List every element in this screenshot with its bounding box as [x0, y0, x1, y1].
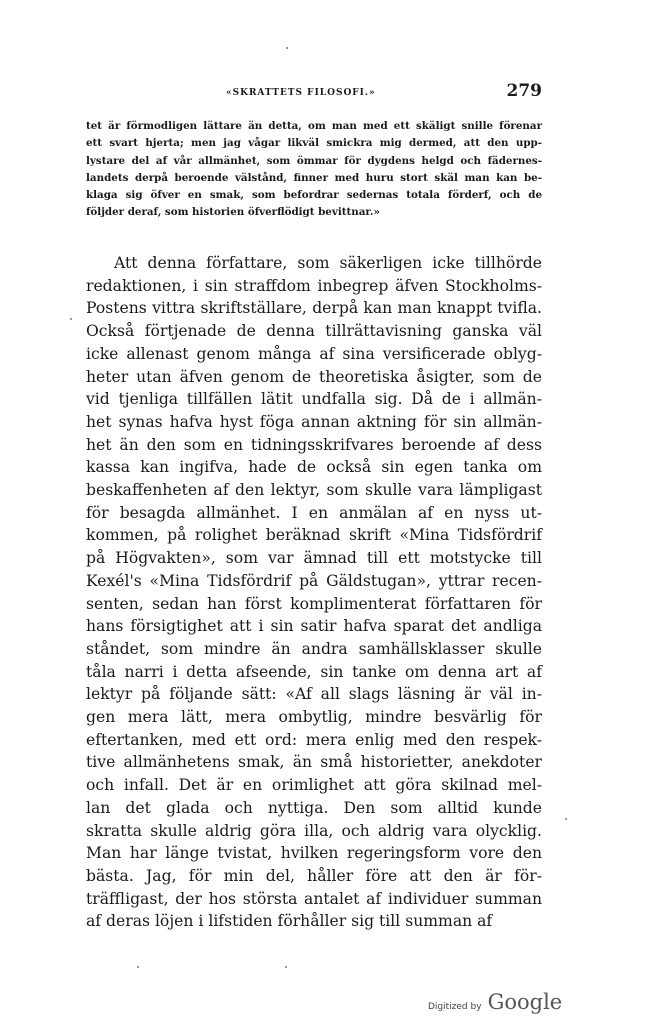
quote-line: följder deraf, som historien öfverflödigt bevittnar.» — [86, 206, 380, 219]
scan-speck — [565, 818, 567, 820]
scan-speck — [286, 47, 288, 49]
body-line: Kexél's «Mina Tidsfördrif på Gäldstugan», yttrar recen- — [86, 571, 542, 590]
body-paragraph — [86, 252, 542, 933]
scan-speck — [70, 318, 72, 320]
body-line: kassa kan ingifva, hade de också sin egen tanka om — [86, 458, 542, 477]
body-line: hans försigtighet att i sin satir hafva sparat det andliga — [86, 617, 542, 636]
running-head: «SKRATTETS FILOSOFI.» — [226, 88, 376, 98]
scan-speck — [285, 966, 287, 968]
body-line: Postens vittra skriftställare, derpå kan man knappt tvifla. — [86, 299, 542, 318]
body-line: lektyr på följande sätt: «Af all slags läsning är väl in- — [86, 685, 542, 704]
body-line: beskaffenheten af den lektyr, som skulle vara lämpligast — [86, 481, 542, 500]
body-line: kommen, på rolighet beräknad skrift «Mina Tidsfördrif — [86, 526, 542, 545]
body-line: och infall. Det är en orimlighet att göra skilnad mel- — [86, 776, 542, 795]
body-line: het synas hafva hyst föga annan aktning för sin allmän- — [86, 412, 542, 431]
body-line: Också förtjenade de denna tillrättavisning ganska väl — [86, 322, 542, 341]
watermark-prefix: Digitized by — [428, 1002, 482, 1012]
body-line: vid tjenliga tillfällen lätit undfalla sig. Då de i allmän- — [86, 390, 542, 409]
body-line: het än den som en tidningsskrifvares beroende af dess — [86, 435, 542, 454]
body-line: bästa. Jag, för min del, håller före att den är för- — [86, 866, 542, 885]
body-line: skratta skulle aldrig göra illa, och aldrig vara olycklig. — [86, 821, 542, 840]
body-line: Man har länge tvistat, hvilken regeringsform vore den — [86, 844, 542, 863]
body-line: lan det glada och nyttiga. Den som alltid kunde — [86, 798, 542, 817]
quotation-block — [86, 118, 542, 222]
quote-line: landets derpå beroende välstånd, finner med huru stort skäl man kan be- — [86, 171, 542, 184]
body-line: icke allenast genom många af sina versificerade oblyg- — [86, 344, 542, 363]
quote-line: lystare del af vår allmänhet, som ömmar för dygdens helgd och fädernes- — [86, 154, 542, 167]
body-line: ståndet, som mindre än andra samhällsklasser skulle — [86, 639, 542, 658]
scan-speck — [137, 966, 139, 968]
page-number: 279 — [506, 81, 542, 101]
body-line: för besagda allmänhet. I en anmälan af en nyss ut- — [86, 503, 542, 522]
body-line: Att denna författare, som säkerligen icke tillhörde — [114, 254, 542, 272]
page-header — [86, 81, 542, 106]
body-line: senten, sedan han först komplimenterat författaren för — [86, 594, 542, 613]
body-line: träffligast, der hos största antalet af individuer summan — [86, 889, 542, 908]
body-line: redaktionen, i sin straffdom inbegrep äfven Stockholms- — [86, 276, 542, 295]
body-line: heter utan äfven genom de theoretiska åsigter, som de — [86, 367, 542, 386]
quote-line: klaga sig öfver en smak, som befordrar sedernas totala förderf, och de — [86, 189, 542, 202]
body-line: af deras löjen i lifstiden förhåller sig till summan af — [86, 912, 493, 931]
body-line: tåla narri i detta afseende, sin tanke om denna art af — [86, 662, 542, 681]
body-line: på Högvakten», som var ämnad till ett motstycke till — [86, 549, 542, 568]
quote-line: ett svart hjerta; men jag vågar likväl smickra mig dermed, att den upp- — [86, 137, 542, 150]
quote-line: tet är förmodligen lättare än detta, om man med ett skäligt snille förenar — [86, 120, 542, 132]
google-logo: Google — [487, 990, 563, 1014]
body-line: tive allmänhetens smak, än små historietter, anekdoter — [86, 753, 542, 772]
digitized-watermark — [428, 990, 562, 1014]
body-line: eftertanken, med ett ord: mera enlig med den respek- — [86, 730, 542, 749]
body-line: gen mera lätt, mera ombytlig, mindre besvärlig för — [86, 708, 542, 727]
